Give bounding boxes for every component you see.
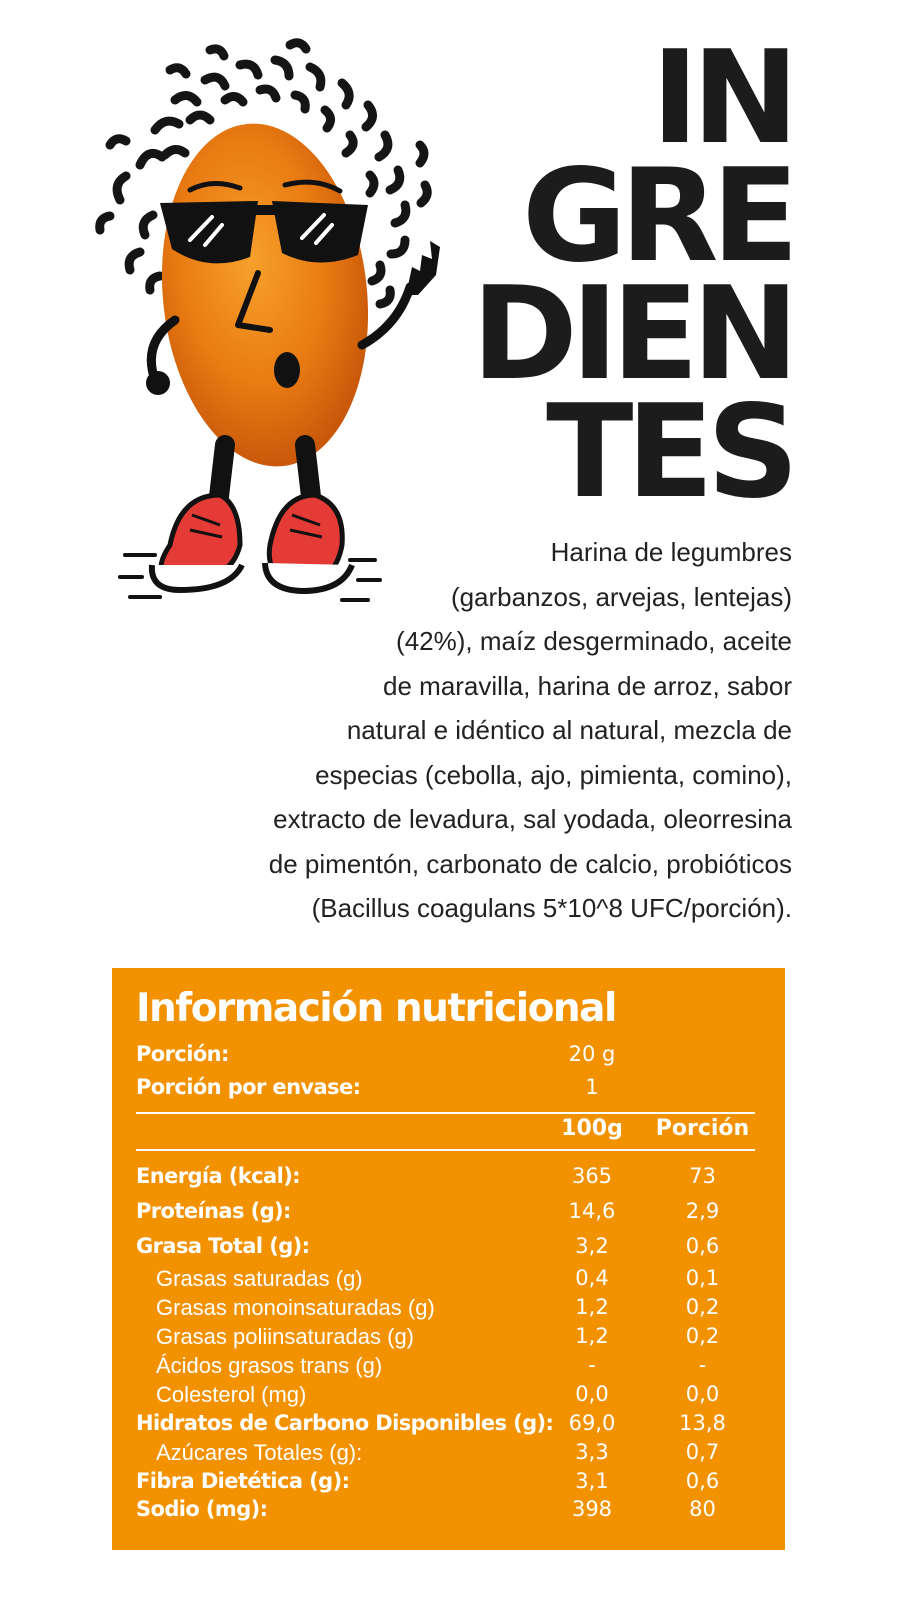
nutrient-row-polyunsaturated [112, 1324, 785, 1354]
nutrient-row-energy [112, 1164, 785, 1194]
nutrient-value-100g: 3,3 [575, 1440, 609, 1464]
nutrient-value-100g: 0,4 [575, 1266, 609, 1290]
title-line: GRE [521, 142, 792, 291]
nutrient-value-portion: 0,1 [685, 1266, 720, 1290]
nutrient-value-portion: 0,2 [685, 1295, 720, 1319]
nutrient-value-100g: 1,2 [575, 1324, 609, 1348]
ingredients-line: (Bacillus coagulans 5*10^8 UFC/porción). [311, 893, 792, 923]
nutrient-label: Grasas poliinsaturadas (g) [156, 1324, 415, 1349]
nutrient-value-portion: 0,2 [685, 1324, 720, 1348]
ingredients-title [471, 24, 792, 527]
nutrient-value-100g: 1,2 [575, 1295, 609, 1319]
per-pack-value: 1 [585, 1075, 599, 1099]
nutrient-value-100g: 0,0 [575, 1382, 609, 1406]
nutrient-row-total-fat [112, 1234, 785, 1264]
nutrient-label: Colesterol (mg) [156, 1382, 307, 1407]
nutrient-value-portion: 0,6 [685, 1234, 720, 1258]
ingredients-line: natural e idéntico al natural, mezcla de [346, 715, 792, 745]
nutrient-label: Azúcares Totales (g): [156, 1440, 363, 1465]
nutrient-value-100g: 69,0 [568, 1411, 616, 1435]
nutrient-row-trans [112, 1353, 785, 1383]
divider [136, 1112, 755, 1114]
nutrient-value-portion: 0,6 [685, 1469, 720, 1493]
title-line: TES [546, 378, 792, 527]
ingredients-line: de maravilla, harina de arroz, sabor [383, 670, 792, 701]
portion-value: 20 g [568, 1042, 616, 1066]
nutrient-row-protein [112, 1199, 785, 1229]
nutrient-value-100g: 398 [571, 1497, 613, 1521]
ingredients-line: extracto de levadura, sal yodada, oleorresina [273, 804, 792, 834]
ingredients-line: (garbanzos, arvejas, lentejas) [450, 581, 792, 612]
nutrient-value-portion: 0,7 [685, 1440, 720, 1464]
nutrient-value-portion: 80 [689, 1497, 716, 1521]
nutrient-label: Sodio (mg): [136, 1497, 268, 1521]
nutrient-label: Hidratos de Carbono Disponibles (g): [136, 1411, 554, 1435]
col-portion-header: Porción [655, 1116, 750, 1141]
ingredients-line: de pimentón, carbonato de calcio, probióticos [268, 848, 792, 879]
nutrient-label: Proteínas (g): [136, 1199, 291, 1223]
nutrient-row-sodium [112, 1497, 785, 1527]
portion-row [112, 1042, 785, 1072]
per-pack-label: Porción por envase: [136, 1075, 361, 1099]
nutrient-value-portion: 73 [689, 1164, 716, 1188]
divider [136, 1149, 755, 1151]
nutrient-value-100g: 3,2 [575, 1234, 609, 1258]
nutrient-label: Grasa Total (g): [136, 1234, 310, 1258]
nutrient-label: Energía (kcal): [136, 1164, 300, 1188]
nutrient-label: Grasas saturadas (g) [156, 1266, 363, 1291]
nutrient-label: Fibra Dietética (g): [136, 1469, 350, 1493]
per-pack-row [112, 1075, 785, 1105]
title-line: DIEN [471, 260, 792, 409]
nutrient-label: Grasas monoinsaturadas (g) [156, 1295, 435, 1320]
nutrient-value-portion: - [698, 1353, 707, 1377]
ingredients-line: Harina de legumbres [550, 537, 792, 567]
nutrient-value-portion: 13,8 [679, 1411, 726, 1435]
ingredients-line: especias (cebolla, ajo, pimienta, comino), [315, 759, 792, 790]
nutrient-value-100g: - [588, 1353, 596, 1377]
nutrition-panel [112, 968, 785, 1550]
nutrient-value-portion: 2,9 [685, 1199, 720, 1223]
nutrient-row-carbohydrates [112, 1411, 785, 1441]
nutrient-label: Ácidos grasos trans (g) [156, 1353, 383, 1378]
ingredients-text [92, 530, 792, 931]
nutrient-value-100g: 3,1 [575, 1469, 609, 1493]
col-100g-header: 100g [561, 1116, 623, 1141]
nutrient-row-fiber [112, 1469, 785, 1499]
title-line: IN [651, 24, 792, 173]
nutrient-row-cholesterol [112, 1382, 785, 1412]
ingredients-line: (42%), maíz desgerminado, aceite [396, 626, 792, 656]
nutrient-value-100g: 365 [571, 1164, 613, 1188]
nutrient-row-sugars [112, 1440, 785, 1470]
nutrition-title: Información nutricional [136, 986, 616, 1031]
nutrient-value-portion: 0,0 [685, 1382, 720, 1406]
nutrient-value-100g: 14,6 [568, 1199, 616, 1223]
column-header-row [112, 1116, 785, 1146]
portion-label: Porción: [136, 1042, 229, 1066]
nutrient-row-saturated [112, 1266, 785, 1296]
nutrient-row-monounsaturated [112, 1295, 785, 1325]
